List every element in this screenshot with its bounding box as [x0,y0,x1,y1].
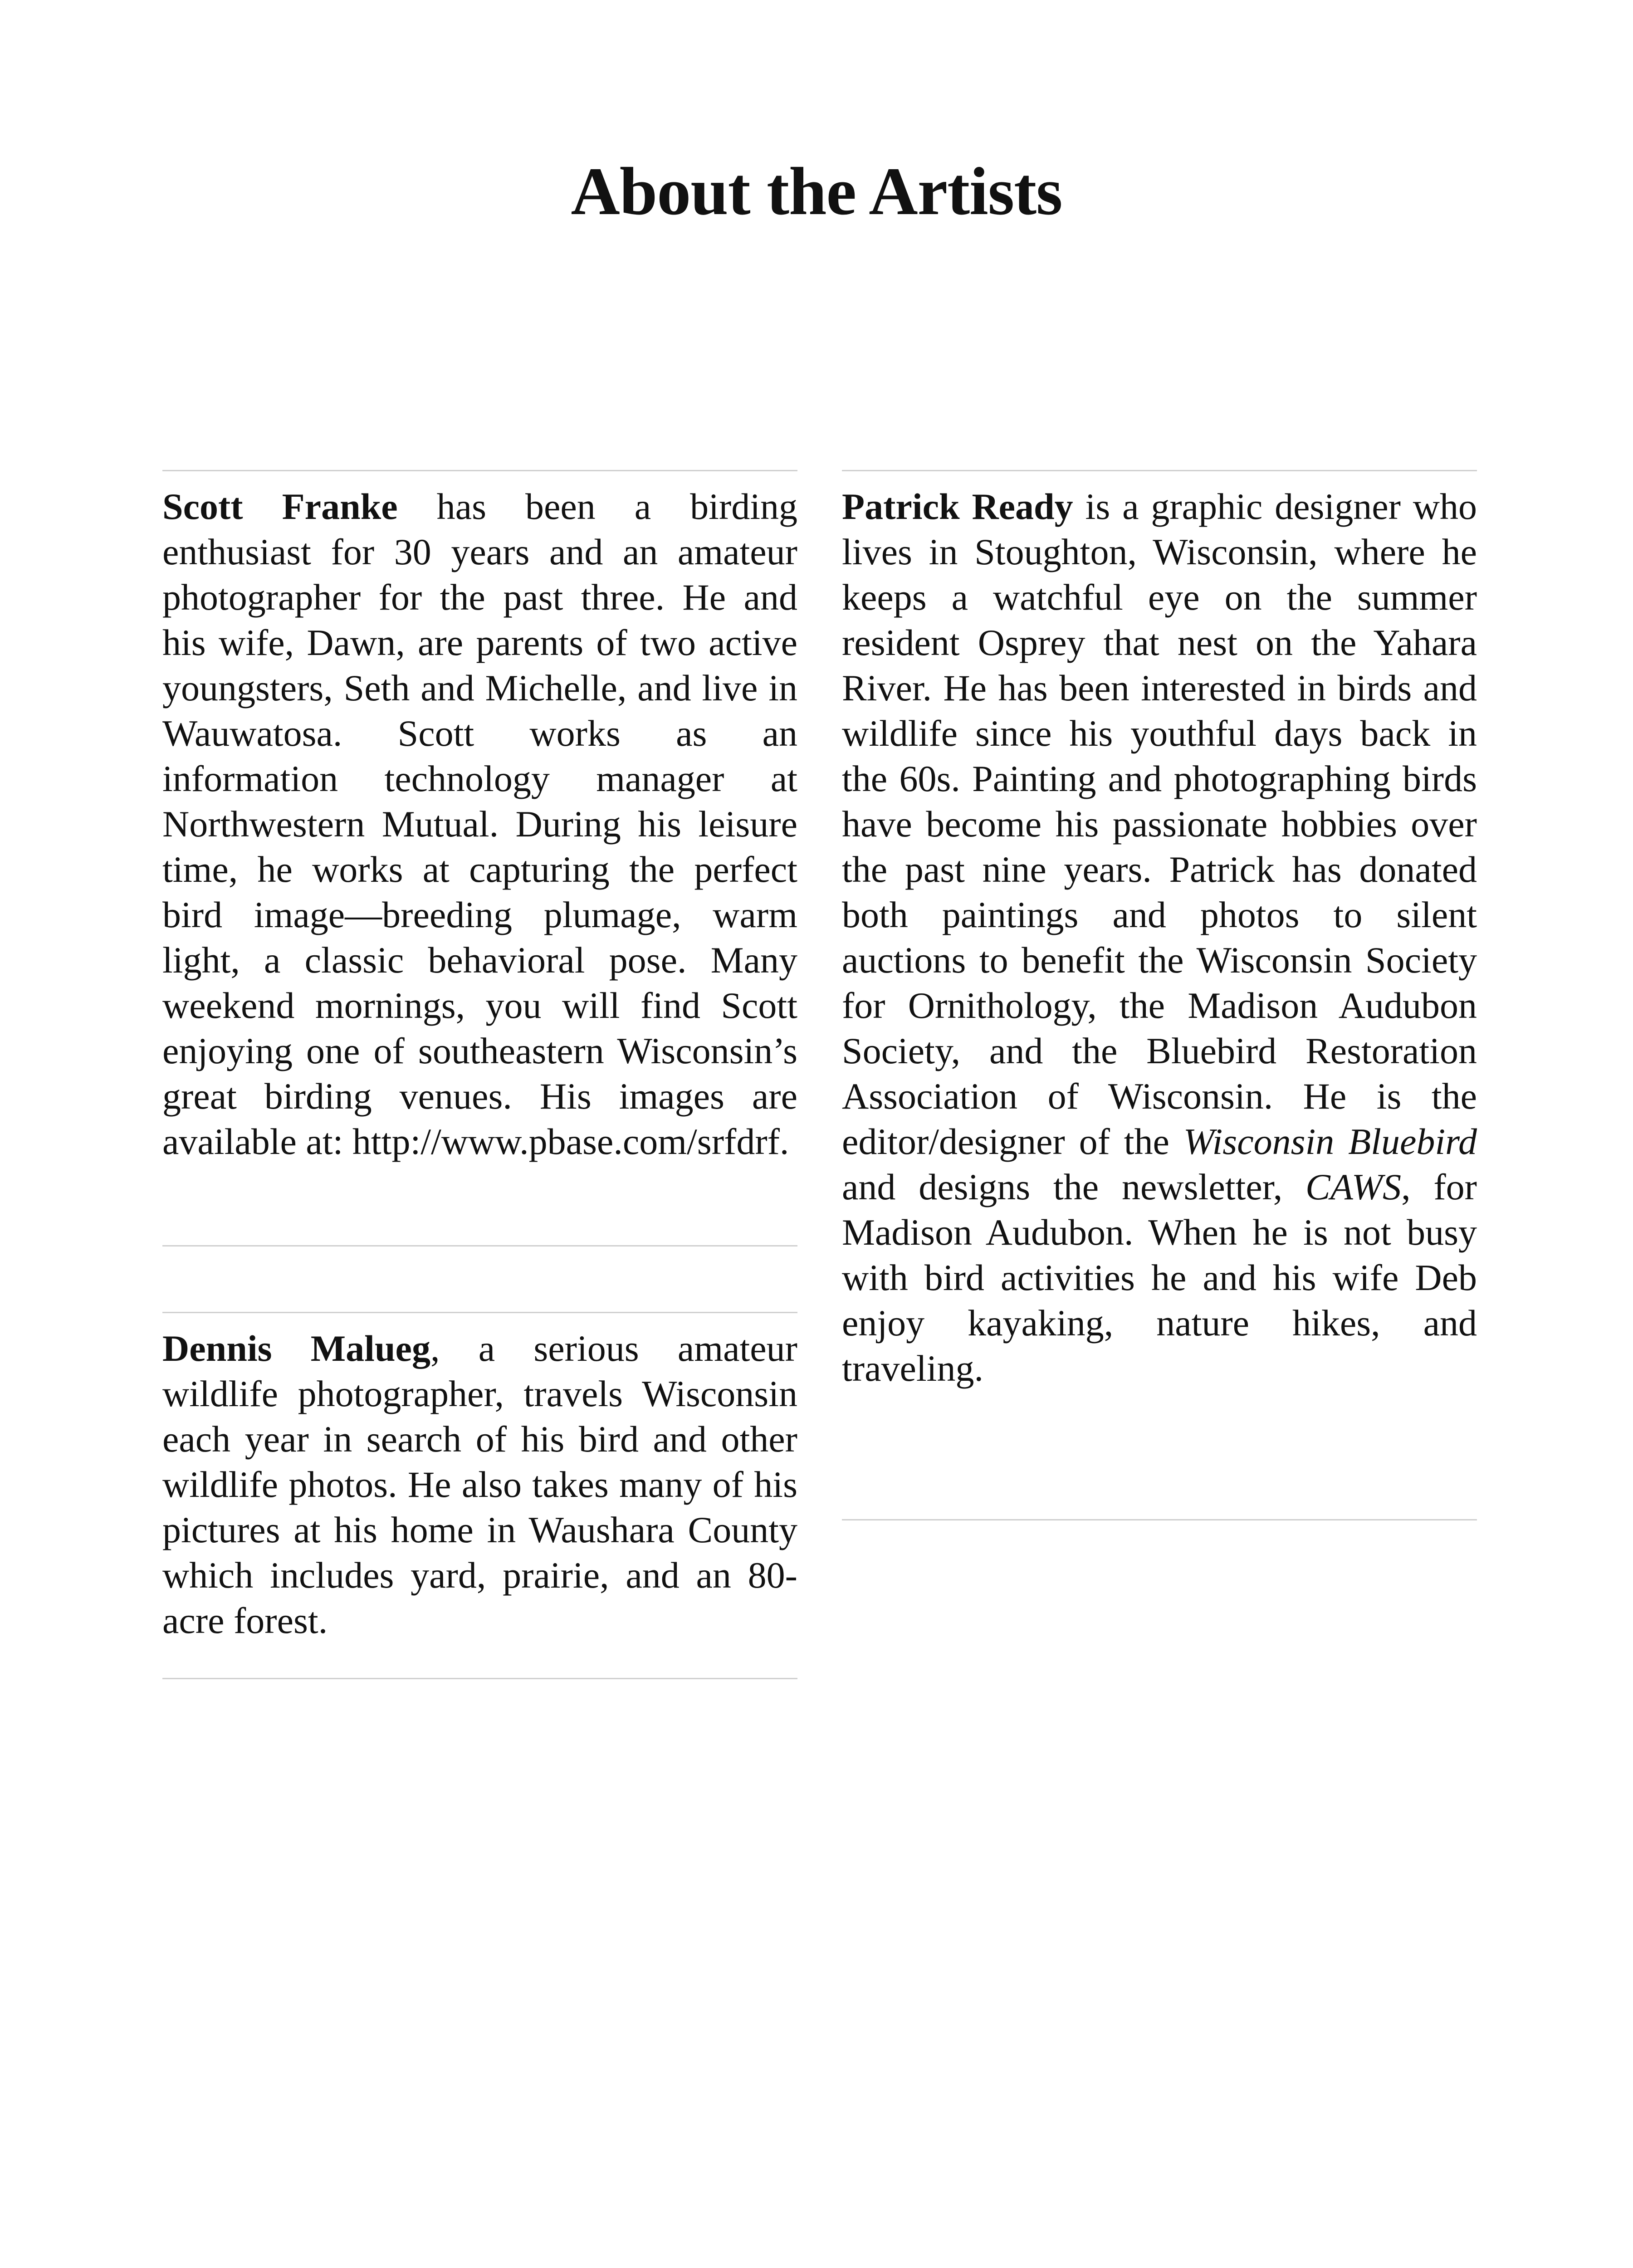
artist-name: Scott Franke [162,486,398,527]
publication-title: CAWS [1305,1166,1402,1207]
bio-patrick-ready [842,470,1477,1520]
bio-text: and designs the newsletter, [842,1166,1306,1207]
publication-title: Wisconsin Bluebird [1183,1121,1477,1162]
bio-dennis-malueg [162,1312,797,1679]
page-title: About the Artists [571,154,1062,229]
bio-text: is a graphic designer who lives in Stoughton, Wisconsin, where he keeps a watchful eye on the summer resident Osprey that nest on the Yahara River. He has been interested in birds and wildlife since his youthful days back in the 60s. Painting and photographing birds have become his passionate hobbies over the past nine years. Patrick has donated both paintings and photos to silent auctions to benefit the Wisconsin Society for Ornithology, the Madison Audubon Society, and the Bluebird Restoration Association of Wisconsin. He is the editor/designer of the [842,486,1477,1162]
bio-paragraph [842,484,1477,1391]
bio-text: , for Madison Audubon. When he is not busy with bird activities he and his wife Deb enjoy kayaking, nature hikes, and traveling. [842,1166,1477,1389]
bio-paragraph [162,484,797,1164]
artist-name: Dennis Malueg [162,1328,430,1369]
bio-scott-franke [162,470,797,1246]
bio-text: has been a birding enthusiast for 30 years and an amateur photographer for the past three. He and his wife, Dawn, are parents of two active youngsters, Seth and Michelle, and live in Wauwatosa. Scott works as an information technology manager at Northwestern Mutual. During his leisure time, he works at capturing the perfect bird image—breeding plumage, warm light, a classic behavioral pose. Many weekend mornings, you will find Scott enjoying one of southeastern Wisconsin’s great birding venues. His images are available at: http://www.pbase.com/srfdrf. [162,486,797,1162]
bio-paragraph [162,1326,797,1643]
artist-name: Patrick Ready [842,486,1073,527]
bio-text: , a serious amateur wildlife photographer, travels Wisconsin each year in search of his bird and other wildlife photos. He also takes many of his pictures at his home in Waushara County which includes yard, prairie, and an 80-acre forest. [162,1328,797,1641]
